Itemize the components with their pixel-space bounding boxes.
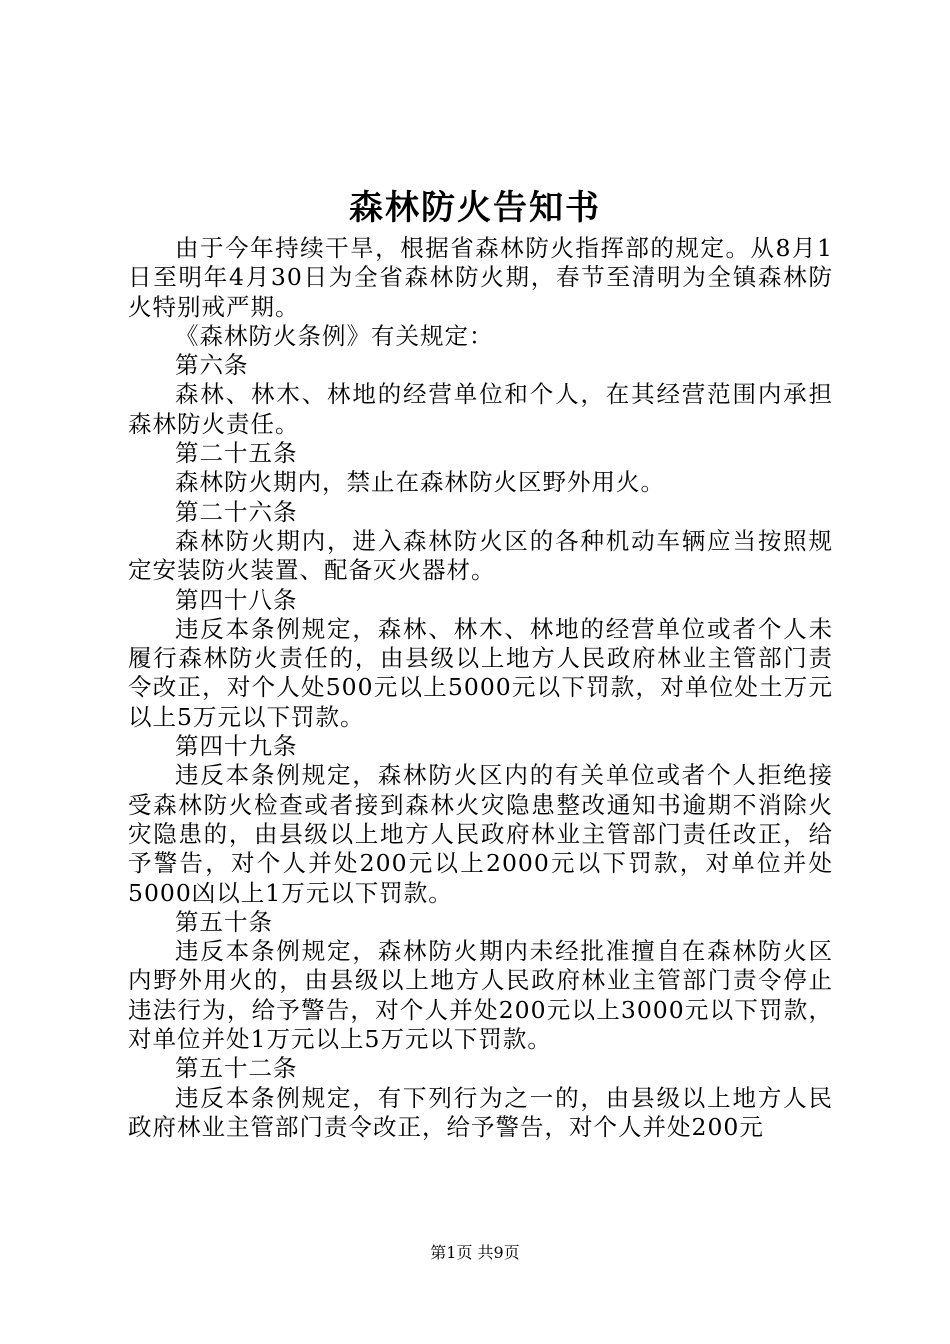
article-heading: 第五十二条 bbox=[175, 1054, 298, 1083]
article-heading: 第五十条 bbox=[175, 907, 273, 936]
paragraph: 森林防火期内，禁止在森林防火区野外用火。 bbox=[175, 468, 665, 497]
article-heading: 第四十八条 bbox=[175, 585, 298, 614]
paragraph: 违反本条例规定，森林、林木、林地的经营单位或者个人未履行森林防火责任的，由县级以上地方人民政府林业主管部门责令改正，对个人处500元以上5000元以下罚款，对单位处土万元以上5万元以下罚款。 bbox=[128, 614, 833, 731]
article-heading: 第四十九条 bbox=[175, 732, 298, 761]
paragraph: 违反本条例规定，有下列行为之一的，由县级以上地方人民政府林业主管部门责令改正，给予警告，对个人并处200元 bbox=[128, 1083, 833, 1141]
paragraph: 森林防火期内，进入森林防火区的各种机动车辆应当按照规定安装防火装置、配备灭火器材。 bbox=[128, 526, 833, 585]
document-body bbox=[128, 234, 833, 1142]
article-heading: 第六条 bbox=[175, 351, 249, 380]
paragraph: 由于今年持续干旱，根据省森林防火指挥部的规定。从8月1日至明年4月30日为全省森林防火期，春节至清明为全镇森林防火特别戒严期。 bbox=[128, 234, 833, 321]
article-heading: 第二十六条 bbox=[175, 497, 298, 526]
paragraph: 违反本条例规定，森林防火期内未经批准擅自在森林防火区内野外用火的，由县级以上地方人民政府林业主管部门责令停止违法行为，给予警告，对个人并处200元以上3000元以下罚款，对单位并处1万元以上5万元以下罚款。 bbox=[128, 937, 833, 1054]
paragraph: 《森林防火条例》有关规定： bbox=[175, 321, 494, 350]
paragraph: 违反本条例规定，森林防火区内的有关单位或者个人拒绝接受森林防火检查或者接到森林火灾隐患整改通知书逾期不消除火灾隐患的，由县级以上地方人民政府林业主管部门责任改正，给予警告，对个人并处200元以上2000元以下罚款，对单位并处5000凶以上1万元以下罚款。 bbox=[128, 761, 833, 907]
page-number: 第1页 共9页 bbox=[430, 1243, 520, 1262]
article-heading: 第二十五条 bbox=[175, 439, 298, 468]
document-title: 森林防火告知书 bbox=[349, 188, 601, 228]
paragraph: 森林、林木、林地的经营单位和个人，在其经营范围内承担森林防火责任。 bbox=[128, 380, 833, 438]
